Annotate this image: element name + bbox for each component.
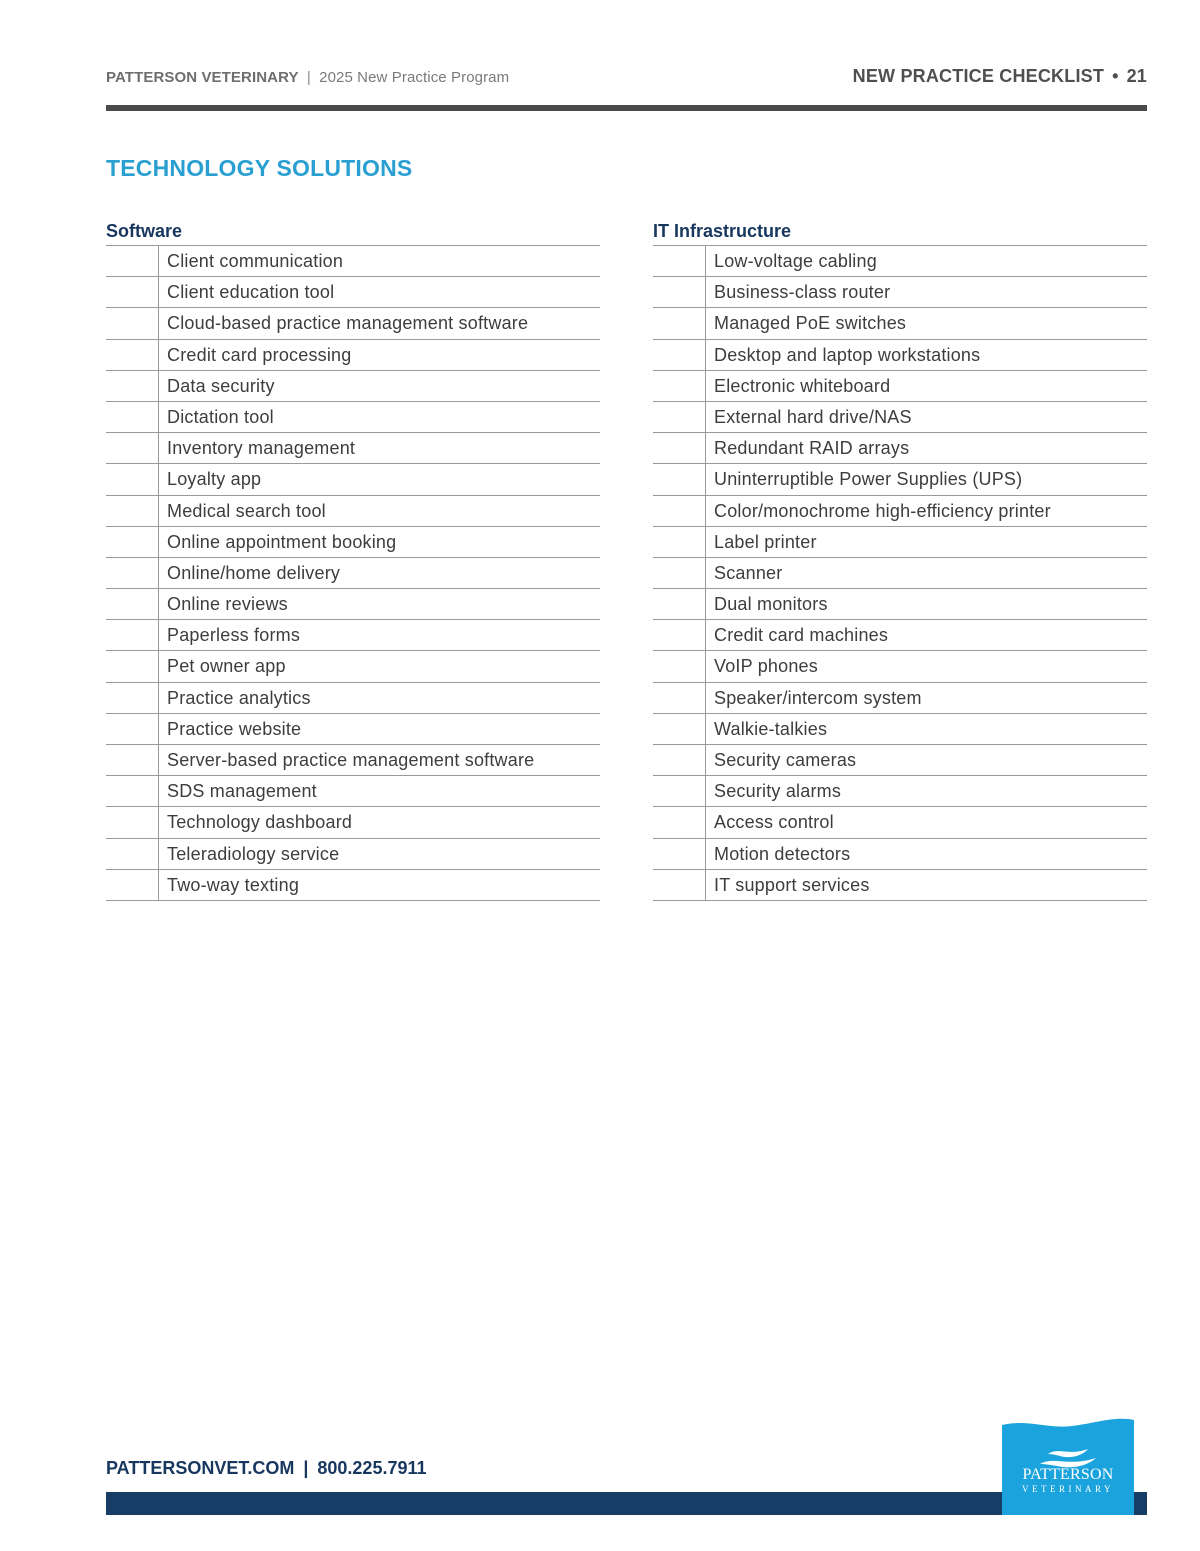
it-infrastructure-checkbox[interactable] bbox=[653, 714, 706, 744]
it-infrastructure-item-label: Color/monochrome high-efficiency printer bbox=[714, 500, 1051, 521]
it-infrastructure-row bbox=[653, 558, 1147, 589]
it-infrastructure-checkbox[interactable] bbox=[653, 683, 706, 713]
it-infrastructure-row bbox=[653, 651, 1147, 682]
logo-wordmark bbox=[1002, 1466, 1134, 1495]
software-row bbox=[106, 839, 600, 870]
it-infrastructure-checkbox[interactable] bbox=[653, 839, 706, 869]
software-checkbox[interactable] bbox=[106, 745, 159, 775]
it-infrastructure-checkbox[interactable] bbox=[653, 277, 706, 307]
software-item-label: Credit card processing bbox=[167, 344, 352, 365]
it-infrastructure-item-label: Dual monitors bbox=[714, 594, 828, 615]
software-checkbox[interactable] bbox=[106, 589, 159, 619]
software-item-label: Loyalty app bbox=[167, 469, 262, 490]
it-infrastructure-heading: IT Infrastructure bbox=[653, 220, 1147, 246]
it-infrastructure-row bbox=[653, 464, 1147, 495]
it-infrastructure-checkbox[interactable] bbox=[653, 433, 706, 463]
software-row bbox=[106, 496, 600, 527]
software-checkbox[interactable] bbox=[106, 402, 159, 432]
it-infrastructure-item-label: Low-voltage cabling bbox=[714, 251, 877, 271]
it-infrastructure-row bbox=[653, 277, 1147, 308]
page-number: 21 bbox=[1126, 66, 1147, 86]
software-row bbox=[106, 745, 600, 776]
software-row bbox=[106, 402, 600, 433]
software-item-label: Client communication bbox=[167, 251, 344, 271]
software-item-label: Data security bbox=[167, 375, 275, 396]
it-infrastructure-checkbox[interactable] bbox=[653, 589, 706, 619]
it-infrastructure-checkbox[interactable] bbox=[653, 870, 706, 900]
it-infrastructure-row bbox=[653, 870, 1147, 901]
software-item-label: Practice website bbox=[167, 718, 302, 739]
it-infrastructure-checkbox[interactable] bbox=[653, 246, 706, 276]
it-infrastructure-item-label: Security cameras bbox=[714, 750, 857, 770]
it-infrastructure-checkbox[interactable] bbox=[653, 308, 706, 338]
software-item-label: Teleradiology service bbox=[167, 843, 340, 864]
logo-line-1: PATTERSON bbox=[1022, 1466, 1114, 1483]
software-checkbox[interactable] bbox=[106, 527, 159, 557]
software-checkbox[interactable] bbox=[106, 776, 159, 806]
software-row bbox=[106, 277, 600, 308]
software-checkbox[interactable] bbox=[106, 620, 159, 650]
software-item-label: Pet owner app bbox=[167, 656, 286, 677]
it-infrastructure-row bbox=[653, 714, 1147, 745]
it-infrastructure-checkbox[interactable] bbox=[653, 745, 706, 775]
software-item-label: Online/home delivery bbox=[167, 562, 341, 583]
logo-line-2: VETERINARY bbox=[1022, 1484, 1114, 1494]
header-separator: | bbox=[306, 69, 311, 86]
it-infrastructure-item-label: Speaker/intercom system bbox=[714, 687, 922, 708]
software-checkbox[interactable] bbox=[106, 246, 159, 276]
it-infrastructure-item-label: Label printer bbox=[714, 531, 817, 552]
it-infrastructure-row bbox=[653, 433, 1147, 464]
software-row bbox=[106, 620, 600, 651]
header-brand: PATTERSON VETERINARY bbox=[106, 69, 299, 86]
section-title: TECHNOLOGY SOLUTIONS bbox=[106, 155, 413, 181]
software-item-label: Cloud-based practice management software bbox=[167, 313, 529, 334]
footer-phone[interactable]: 800.225.7911 bbox=[317, 1458, 427, 1478]
software-rows bbox=[106, 246, 600, 901]
software-row bbox=[106, 433, 600, 464]
it-infrastructure-rows bbox=[653, 246, 1147, 901]
software-checkbox[interactable] bbox=[106, 714, 159, 744]
it-infrastructure-item-label: Security alarms bbox=[714, 781, 842, 802]
software-row bbox=[106, 651, 600, 682]
header-bullet: • bbox=[1112, 66, 1119, 86]
it-infrastructure-checklist bbox=[653, 220, 1147, 901]
it-infrastructure-checkbox[interactable] bbox=[653, 558, 706, 588]
it-infrastructure-item-label: Access control bbox=[714, 812, 834, 833]
software-item-label: Medical search tool bbox=[167, 500, 326, 521]
software-checkbox[interactable] bbox=[106, 340, 159, 370]
it-infrastructure-row bbox=[653, 839, 1147, 870]
it-infrastructure-item-label: Desktop and laptop workstations bbox=[714, 344, 981, 365]
it-infrastructure-item-label: Electronic whiteboard bbox=[714, 375, 891, 396]
software-checkbox[interactable] bbox=[106, 807, 159, 837]
header-checklist-title bbox=[853, 66, 1147, 87]
software-checkbox[interactable] bbox=[106, 558, 159, 588]
it-infrastructure-item-label: Uninterruptible Power Supplies (UPS) bbox=[714, 469, 1023, 490]
it-infrastructure-row bbox=[653, 308, 1147, 339]
software-item-label: Online reviews bbox=[167, 594, 288, 615]
software-checkbox[interactable] bbox=[106, 433, 159, 463]
it-infrastructure-item-label: VoIP phones bbox=[714, 656, 818, 677]
it-infrastructure-row bbox=[653, 745, 1147, 776]
software-row bbox=[106, 340, 600, 371]
it-infrastructure-checkbox[interactable] bbox=[653, 402, 706, 432]
software-row bbox=[106, 308, 600, 339]
software-item-label: SDS management bbox=[167, 781, 317, 802]
it-infrastructure-row bbox=[653, 527, 1147, 558]
it-infrastructure-row bbox=[653, 340, 1147, 371]
footer-bar bbox=[106, 1492, 1147, 1515]
it-infrastructure-item-label: Redundant RAID arrays bbox=[714, 438, 910, 459]
software-row bbox=[106, 807, 600, 838]
software-row bbox=[106, 683, 600, 714]
software-checkbox[interactable] bbox=[106, 683, 159, 713]
header-program-line bbox=[106, 69, 509, 86]
software-row bbox=[106, 246, 600, 277]
software-item-label: Technology dashboard bbox=[167, 812, 353, 833]
it-infrastructure-item-label: Credit card machines bbox=[714, 625, 889, 646]
software-checkbox[interactable] bbox=[106, 839, 159, 869]
header-rule bbox=[106, 105, 1147, 111]
software-checkbox[interactable] bbox=[106, 371, 159, 401]
it-infrastructure-checkbox[interactable] bbox=[653, 464, 706, 494]
software-row bbox=[106, 714, 600, 745]
software-checkbox[interactable] bbox=[106, 870, 159, 900]
software-heading: Software bbox=[106, 220, 600, 246]
it-infrastructure-checkbox[interactable] bbox=[653, 496, 706, 526]
software-item-label: Server-based practice management software bbox=[167, 750, 535, 770]
software-checkbox[interactable] bbox=[106, 464, 159, 494]
software-item-label: Client education tool bbox=[167, 282, 335, 303]
it-infrastructure-row bbox=[653, 246, 1147, 277]
footer-separator: | bbox=[303, 1458, 309, 1478]
software-row bbox=[106, 527, 600, 558]
it-infrastructure-checkbox[interactable] bbox=[653, 651, 706, 681]
it-infrastructure-row bbox=[653, 496, 1147, 527]
it-infrastructure-row bbox=[653, 402, 1147, 433]
it-infrastructure-checkbox[interactable] bbox=[653, 340, 706, 370]
software-checkbox[interactable] bbox=[106, 277, 159, 307]
footer-contact bbox=[106, 1458, 427, 1479]
it-infrastructure-item-label: IT support services bbox=[714, 874, 870, 895]
it-infrastructure-checkbox[interactable] bbox=[653, 776, 706, 806]
software-item-label: Online appointment booking bbox=[167, 531, 397, 552]
software-item-label: Practice analytics bbox=[167, 687, 311, 708]
software-checkbox[interactable] bbox=[106, 308, 159, 338]
software-row bbox=[106, 589, 600, 620]
it-infrastructure-item-label: Motion detectors bbox=[714, 843, 851, 864]
footer-website[interactable]: PATTERSONVET.COM bbox=[106, 1458, 295, 1478]
software-row bbox=[106, 776, 600, 807]
it-infrastructure-row bbox=[653, 589, 1147, 620]
software-checklist bbox=[106, 220, 600, 901]
it-infrastructure-row bbox=[653, 776, 1147, 807]
it-infrastructure-checkbox[interactable] bbox=[653, 371, 706, 401]
it-infrastructure-checkbox[interactable] bbox=[653, 527, 706, 557]
it-infrastructure-row bbox=[653, 620, 1147, 651]
software-item-label: Paperless forms bbox=[167, 625, 301, 646]
it-infrastructure-checkbox[interactable] bbox=[653, 620, 706, 650]
it-infrastructure-item-label: Scanner bbox=[714, 562, 783, 583]
it-infrastructure-item-label: Walkie-talkies bbox=[714, 718, 828, 739]
it-infrastructure-item-label: Business-class router bbox=[714, 282, 891, 303]
header-program: 2025 New Practice Program bbox=[319, 69, 510, 86]
software-row bbox=[106, 870, 600, 901]
it-infrastructure-item-label: Managed PoE switches bbox=[714, 313, 907, 334]
software-checkbox[interactable] bbox=[106, 496, 159, 526]
it-infrastructure-checkbox[interactable] bbox=[653, 807, 706, 837]
software-item-label: Dictation tool bbox=[167, 406, 274, 427]
software-item-label: Inventory management bbox=[167, 438, 356, 459]
software-checkbox[interactable] bbox=[106, 651, 159, 681]
it-infrastructure-row bbox=[653, 807, 1147, 838]
it-infrastructure-row bbox=[653, 683, 1147, 714]
software-item-label: Two-way texting bbox=[167, 874, 300, 895]
software-row bbox=[106, 558, 600, 589]
it-infrastructure-row bbox=[653, 371, 1147, 402]
header-title: NEW PRACTICE CHECKLIST bbox=[852, 66, 1105, 86]
software-row bbox=[106, 371, 600, 402]
it-infrastructure-item-label: External hard drive/NAS bbox=[714, 406, 912, 427]
software-row bbox=[106, 464, 600, 495]
